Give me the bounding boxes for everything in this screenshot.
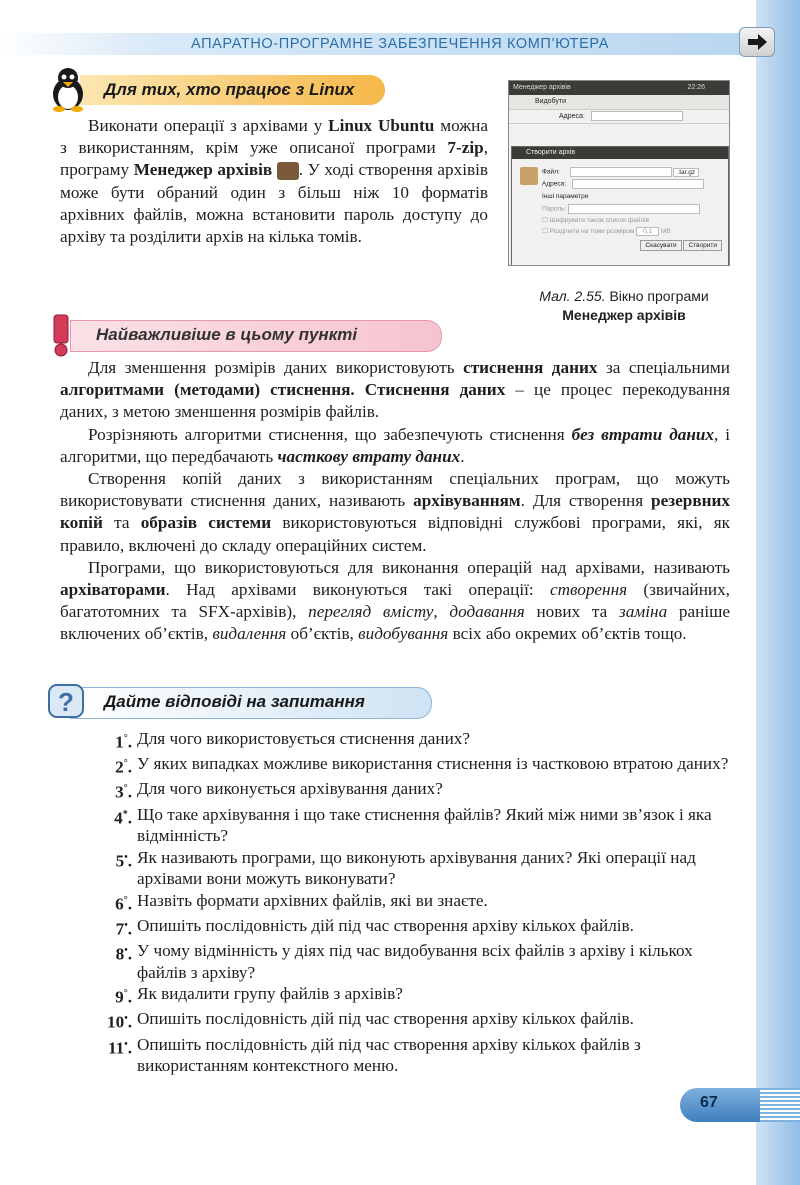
questions-list (96, 728, 736, 1077)
figure-caption-bold: Менеджер архівів (562, 307, 686, 323)
question-number: 2°. (115, 757, 132, 777)
location-select[interactable] (572, 179, 704, 189)
question-number: 9°. (115, 987, 132, 1007)
question-number: 6°. (115, 894, 132, 914)
split-size-input[interactable]: 0,1 (636, 227, 659, 236)
question-item (96, 847, 736, 890)
split-checkbox[interactable]: ☐ (542, 228, 550, 235)
password-label: Пароль: (542, 205, 567, 213)
address-field[interactable] (591, 111, 683, 121)
right-sidebar-stripe (756, 0, 800, 1185)
tux-icon (48, 66, 88, 117)
footer-stripes (760, 1088, 800, 1122)
page-number-tab (680, 1088, 760, 1122)
question-text: Опишіть послідовність дій під час створення архіву кількох файлів з використанням контекстного меню. (137, 1034, 641, 1076)
linux-paragraph: Виконати операції з архівами у Linux Ubuntu можна з використанням, крім уже описаної програми 7-zip, програму Менеджер архівів . У ході створення архівів може бути обраний один з більш ніж 10 форматів архівних файлів, можна встановити пароль доступу до архіву та розділити архів на кілька томів. (60, 116, 488, 247)
question-text: Що таке архівування і що таке стиснення файлів? Який між ними зв’язок і яка відмінність? (137, 804, 712, 846)
question-text: Як називають програми, що виконують архівування даних? Які операції над архівами вони можуть виконувати? (137, 847, 696, 889)
question-text: Назвіть формати архівних файлів, які ви знаєте. (137, 890, 488, 910)
important-paragraph-4: Програми, що використовуються для виконання операцій над архівами, називають архіваторами. Над архівами виконуються такі операції: створення (звичайних, багатотомних та SFX-архівів), перегляд вмісту, додавання нових та заміна раніше включених об’єктів, видалення об’єктів, видобування всіх або окремих об’єктів тощо. (60, 557, 730, 644)
create-button[interactable]: Створити (683, 240, 722, 251)
more-options-expander[interactable]: Інші параметри (542, 193, 589, 200)
question-number: 10•. (107, 1013, 132, 1033)
location-label: Адреса: (542, 180, 567, 188)
question-number: 3°. (115, 783, 132, 803)
next-page-button[interactable] (739, 27, 775, 57)
question-item (96, 940, 736, 983)
linux-text (60, 115, 488, 248)
svg-text:?: ? (58, 687, 74, 717)
question-item (96, 1008, 736, 1033)
question-text: У яких випадках можливе використання стиснення із частковою втратою даних? (137, 754, 729, 774)
important-section-title: Найважливіше в цьому пункті (96, 325, 358, 344)
question-item (96, 778, 736, 803)
question-number: 11•. (107, 1038, 132, 1058)
split-label: Розділити на томи розміром (549, 228, 635, 235)
clock: 22:26 (687, 84, 705, 91)
question-text: Як видалити групу файлів з архівів? (137, 984, 403, 1004)
extract-toolbar-button[interactable]: Видобути (535, 98, 567, 105)
split-unit: MB (661, 228, 671, 235)
important-text (60, 357, 730, 646)
file-label: Файл: (542, 168, 560, 176)
file-name-input[interactable] (570, 167, 672, 177)
question-text: Опишіть послідовність дій під час створення архіву кількох файлів. (137, 1009, 634, 1029)
question-icon (47, 683, 87, 726)
important-paragraph-3: Створення копій даних з використанням спеціальних програм, що можуть використовувати стиснення даних, називають архівуванням. Для створення резервних копій та образів системи використовуються відповідні службові програми, які, як правило, включені до складу операційних систем. (60, 469, 730, 555)
question-item (96, 983, 736, 1008)
question-number: 7•. (115, 919, 132, 939)
question-item (96, 890, 736, 915)
question-number: 1°. (115, 732, 132, 752)
exclamation-icon (50, 313, 74, 362)
question-item (96, 728, 736, 753)
important-paragraph-2: Розрізняють алгоритми стиснення, що забезпечують стиснення без втрати даних, і алгоритми, що передбачають часткову втрату даних. (60, 424, 731, 466)
dialog-title: Створити архів (526, 149, 576, 156)
figure-label: Мал. 2.55. (539, 288, 606, 304)
question-text: У чому відмінність у діях під час видобування всіх файлів з архіву і кількох файлів з архіву? (137, 941, 693, 982)
address-label: Адреса: (559, 113, 585, 120)
window-title: Менеджер архівів (513, 84, 571, 91)
cancel-button[interactable]: Скасувати (640, 240, 681, 251)
page-header-title: АПАРАТНО-ПРОГРАМНЕ ЗАБЕЗПЕЧЕННЯ КОМП’ЮТЕРА (191, 36, 609, 52)
archive-manager-screenshot (508, 80, 730, 266)
archive-manager-icon (277, 162, 299, 180)
encrypt-checkbox[interactable]: ☐ (542, 217, 550, 224)
question-number: 8•. (115, 944, 132, 964)
question-text: Опишіть послідовність дій під час створення архіву кількох файлів. (137, 915, 634, 935)
question-item (96, 753, 736, 778)
question-text: Для чого використовується стиснення даних? (137, 729, 470, 748)
figure-caption-text: Вікно програми (609, 288, 709, 304)
linux-section-title: Для тих, хто працює з Linux (104, 80, 355, 99)
question-item (96, 1034, 736, 1077)
question-item (96, 915, 736, 940)
create-archive-dialog (511, 146, 729, 266)
figure-caption (490, 287, 758, 325)
archive-icon (520, 167, 538, 185)
encrypt-label: Шифрувати також список файлів (549, 217, 650, 224)
question-text: Для чого виконується архівування даних? (137, 779, 443, 799)
important-paragraph-1: Для зменшення розмірів даних використовують стиснення даних за спеціальними алгоритмами (методами) стиснення. Стиснення даних – це процес перекодування даних, з метою зменшення розмірів файлів. (60, 358, 730, 422)
arrow-right-icon (746, 33, 768, 51)
question-number: 4*. (114, 808, 132, 828)
file-ext-select[interactable]: .tar.gz (673, 168, 699, 177)
question-number: 5•. (115, 851, 132, 871)
password-input[interactable] (568, 204, 700, 214)
page-number: 67 (700, 1094, 718, 1111)
question-item (96, 804, 736, 847)
questions-section-title: Дайте відповіді на запитання (104, 692, 365, 711)
